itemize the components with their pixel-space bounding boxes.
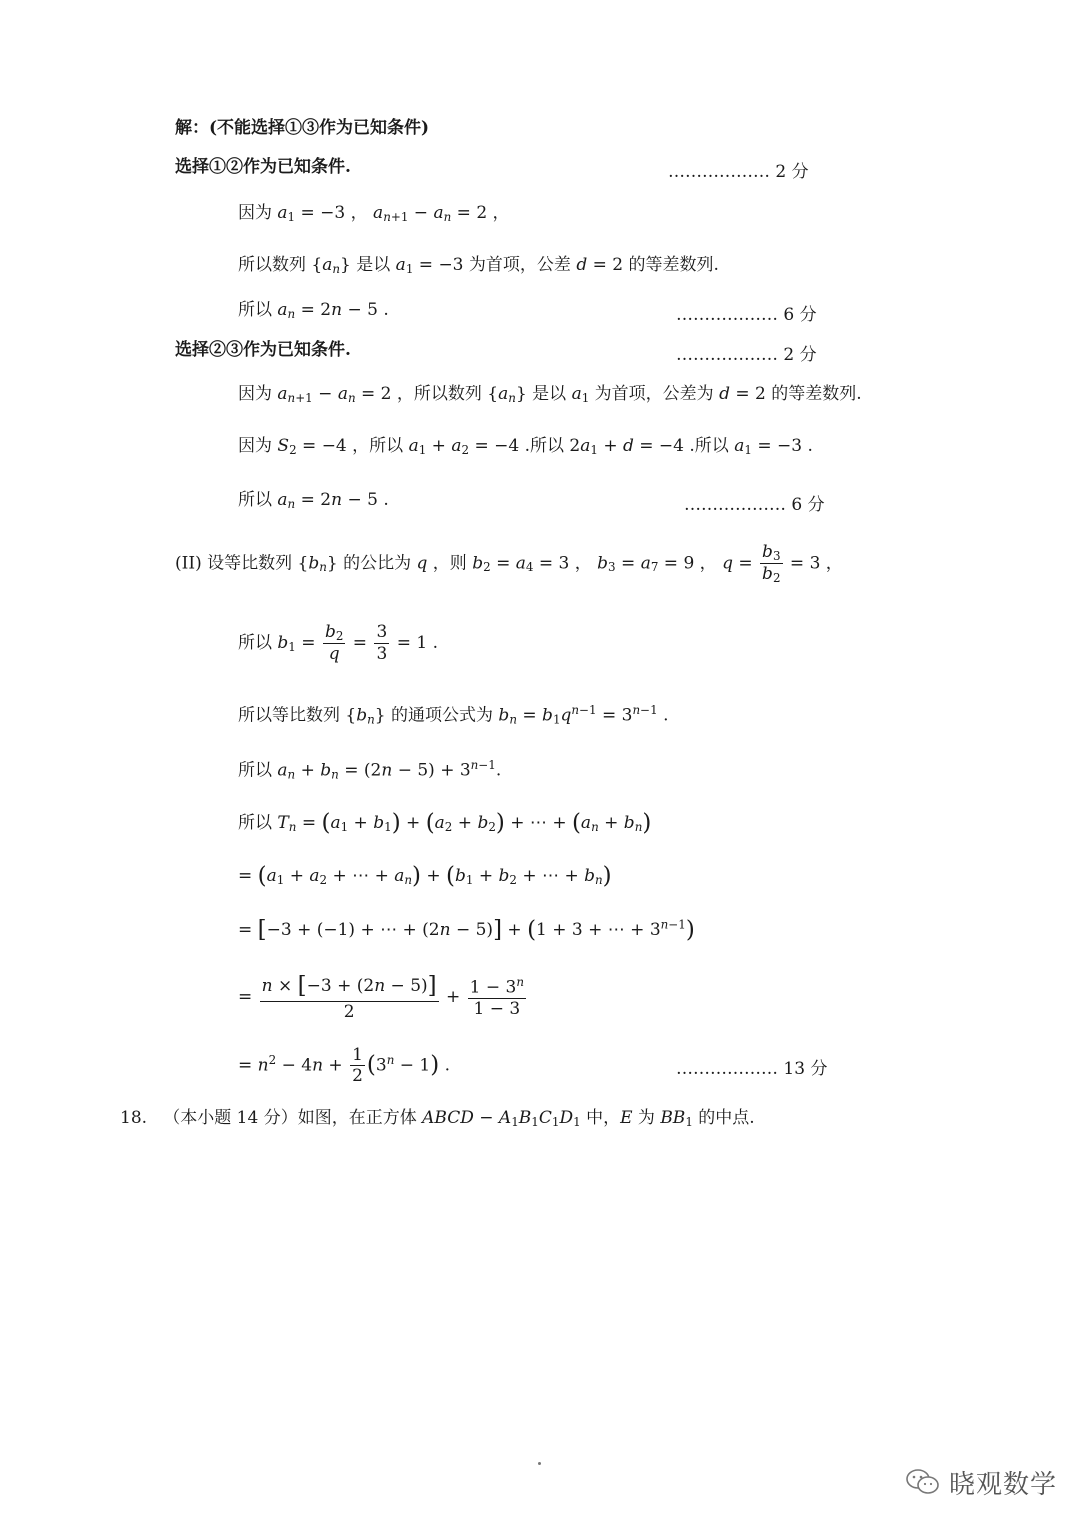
question-number: 18. [120, 1108, 148, 1128]
page-dot [538, 1462, 541, 1465]
part2-line-5: 所以 $T_n = (a_1 + b_1) + (a_2 + b_2)$ + ⋯ + $(a_n + b_n)$ [238, 810, 652, 836]
case2-title: 选择②③作为已知条件. [175, 340, 351, 360]
part2-line-9: = $n^2 - 4n$ + $\frac{1}{2}$ $(3^n - 1)$ . [238, 1045, 450, 1087]
part2-line-6: = ($a_1 + a_2$ + ⋯ + $a_n) + (b_1 + b_2$ + ⋯ + $b_n$) [238, 863, 612, 889]
part2-line-3: 所以等比数列 $\{b_n\}$ 的通项公式为 $b_n = b_1q^{n-1} = 3^{n-1}$ . [238, 703, 669, 727]
part2-line-8: = $\frac{n \times [-3 + (2n - 5)]}{2}$ + $\frac{1 - 3^n}{1 - 3}$ [238, 973, 525, 1022]
case2-line-1: 因为 $a_{n+1} - a_n = 2$ ，所以数列 $\{a_n\}$ 是以 $a_1$ 为首项，公差为 d = 2 的等差数列. [238, 384, 862, 405]
case1-line-1: 因为 $a_1 = -3$ ， $a_{n+1} - a_n = 2$ ， [238, 203, 510, 224]
case1-line-3: 所以 $a_n = 2n - 5$ . [238, 300, 389, 321]
case1-title: 选择①②作为已知条件. [175, 157, 351, 177]
watermark-text: 晓观数学 [949, 1469, 1058, 1500]
question-lead: （本小题 14 分）如图，在正方体 [163, 1108, 417, 1128]
part2-line-7: = [−3 + (−1) + ⋯ + (2n − 5)] + (1 + 3 + ⋯ + $3^{n-1}$) [238, 917, 695, 943]
case1-score-6: ……………… 6 分 [676, 305, 817, 325]
case2-line-3: 所以 $a_n = 2n - 5$ . [238, 490, 389, 511]
case1-line-2: 所以数列 $\{a_n\}$ 是以 $a_1 = -3$ 为首项，公差 d = 2 的等差数列. [238, 255, 719, 276]
wechat-icon [905, 1467, 941, 1497]
part2-line-1: (II) 设等比数列 $\{b_n\}$ 的公比为 q ，则 $b_2 = a_4 = 3$ ， $b_3 = a_7 = 9$ ， q = $\frac{b_3}{b_2}$ = 3 ， [175, 542, 843, 586]
case2-line-2: 因为 $S_2 = -4$ ，所以 $a_1 + a_2 = -4$ .所以 $2a_1 + d = -4$ .所以 $a_1 = -3$ . [238, 436, 813, 457]
part2-line-4: 所以 $a_n + b_n = (2n - 5) + 3^{n-1}$. [238, 758, 502, 782]
case2-score-2: ……………… 2 分 [676, 345, 817, 365]
part2-line-2: 所以 $b_1$ = $\frac{b_2}{q}$ = $\frac{3}{3}$ = 1 . [238, 622, 438, 665]
solution-header: 解：(不能选择①③作为已知条件) [175, 118, 430, 138]
case2-score-6: ……………… 6 分 [684, 495, 825, 515]
question-18: 18. （本小题 14 分）如图，在正方体 ABCD − $A_1B_1C_1D_1$ 中，E 为 $BB_1$ 的中点. [120, 1108, 755, 1129]
watermark [905, 1460, 1057, 1504]
case1-score-2: ……………… 2 分 [668, 162, 809, 182]
part2-score-13: ……………… 13 分 [676, 1059, 828, 1079]
